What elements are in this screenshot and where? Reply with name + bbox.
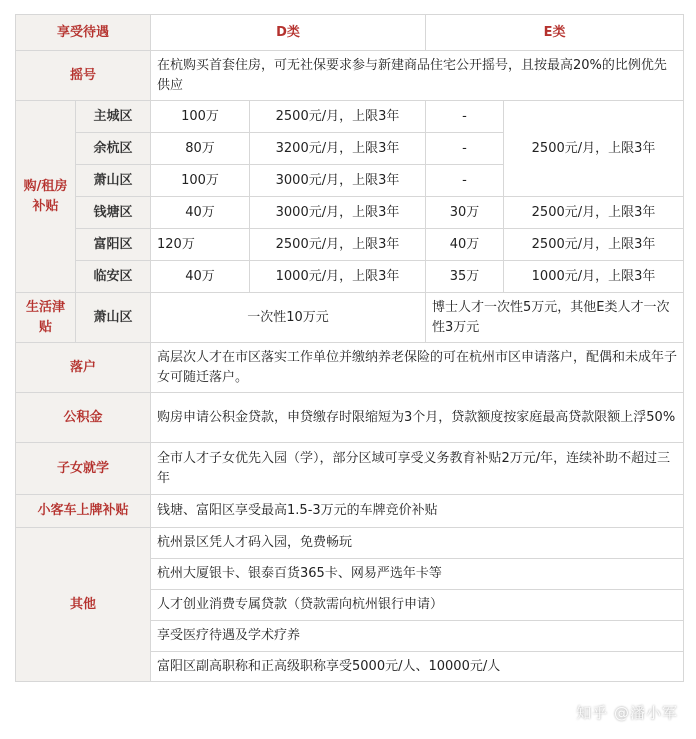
living-e-cell: 博士人才一次性5万元，其他E类人才一次性3万元 (426, 293, 684, 343)
text-yaohao: 在杭购买首套住房，可无社保要求参与新建商品住宅公开摇号，且按最高20%的比例优先供应 (151, 51, 684, 101)
d-buy-cell: 120万 (151, 229, 250, 261)
text-car: 钱塘、富阳区享受最高1.5-3万元的车牌竞价补贴 (151, 495, 684, 528)
d-rent-cell: 1000元/月，上限3年 (250, 261, 426, 293)
living-d-cell: 一次性10万元 (151, 293, 426, 343)
row-fund (16, 393, 684, 443)
label-car: 小客车上牌补贴 (16, 495, 151, 528)
row-school (16, 443, 684, 495)
subsidy-row (16, 261, 684, 293)
d-rent-cell: 3200元/月，上限3年 (250, 133, 426, 165)
header-class-e: E类 (426, 15, 684, 51)
row-luohu (16, 343, 684, 393)
other-item: 杭州大厦银卡、银泰百货365卡、网易严选年卡等 (151, 559, 684, 590)
e-buy-cell: 30万 (426, 197, 504, 229)
label-yaohao: 摇号 (16, 51, 151, 101)
e-buy-cell: - (426, 133, 504, 165)
benefits-table (15, 14, 684, 682)
e-buy-cell: - (426, 101, 504, 133)
label-luohu: 落户 (16, 343, 151, 393)
text-school: 全市人才子女优先入园（学），部分区域可享受义务教育补贴2万元/年，连续补助不超过三年 (151, 443, 684, 495)
watermark: 知乎 @潘小军 (576, 704, 678, 722)
label-other: 其他 (16, 528, 151, 682)
d-rent-cell: 2500元/月，上限3年 (250, 229, 426, 261)
subsidy-row (16, 197, 684, 229)
label-subsidy: 购/租房补贴 (16, 101, 76, 293)
d-buy-cell: 100万 (151, 165, 250, 197)
other-item: 杭州景区凭人才码入园，免费畅玩 (151, 528, 684, 559)
e-rent-cell: 2500元/月，上限3年 (504, 197, 684, 229)
other-item: 享受医疗待遇及学术疗养 (151, 621, 684, 652)
other-item: 人才创业消费专属贷款（贷款需向杭州银行申请） (151, 590, 684, 621)
row-car (16, 495, 684, 528)
row-living (16, 293, 684, 343)
district-cell: 临安区 (76, 261, 151, 293)
district-cell: 余杭区 (76, 133, 151, 165)
header-benefit: 享受待遇 (16, 15, 151, 51)
subsidy-row (16, 229, 684, 261)
e-rent-merged-cell: 2500元/月，上限3年 (504, 101, 684, 197)
d-buy-cell: 80万 (151, 133, 250, 165)
district-cell: 萧山区 (76, 293, 151, 343)
label-fund: 公积金 (16, 393, 151, 443)
subsidy-row (16, 101, 684, 133)
other-item: 富阳区副高职称和正高级职称享受5000元/人、10000元/人 (151, 652, 684, 682)
row-yaohao (16, 51, 684, 101)
d-rent-cell: 3000元/月，上限3年 (250, 197, 426, 229)
label-living: 生活津贴 (16, 293, 76, 343)
header-row (16, 15, 684, 51)
d-buy-cell: 100万 (151, 101, 250, 133)
text-luohu: 高层次人才在市区落实工作单位并缴纳养老保险的可在杭州市区申请落户，配偶和未成年子女可随迁落户。 (151, 343, 684, 393)
e-buy-cell: - (426, 165, 504, 197)
d-buy-cell: 40万 (151, 261, 250, 293)
e-buy-cell: 40万 (426, 229, 504, 261)
other-row (16, 528, 684, 559)
e-rent-cell: 2500元/月，上限3年 (504, 229, 684, 261)
label-school: 子女就学 (16, 443, 151, 495)
d-buy-cell: 40万 (151, 197, 250, 229)
header-class-d: D类 (151, 15, 426, 51)
district-cell: 富阳区 (76, 229, 151, 261)
d-rent-cell: 2500元/月，上限3年 (250, 101, 426, 133)
d-rent-cell: 3000元/月，上限3年 (250, 165, 426, 197)
district-cell: 萧山区 (76, 165, 151, 197)
e-buy-cell: 35万 (426, 261, 504, 293)
district-cell: 主城区 (76, 101, 151, 133)
text-fund: 购房申请公积金贷款，申贷缴存时限缩短为3个月，贷款额度按家庭最高贷款限额上浮50% (151, 393, 684, 443)
district-cell: 钱塘区 (76, 197, 151, 229)
e-rent-cell: 1000元/月，上限3年 (504, 261, 684, 293)
